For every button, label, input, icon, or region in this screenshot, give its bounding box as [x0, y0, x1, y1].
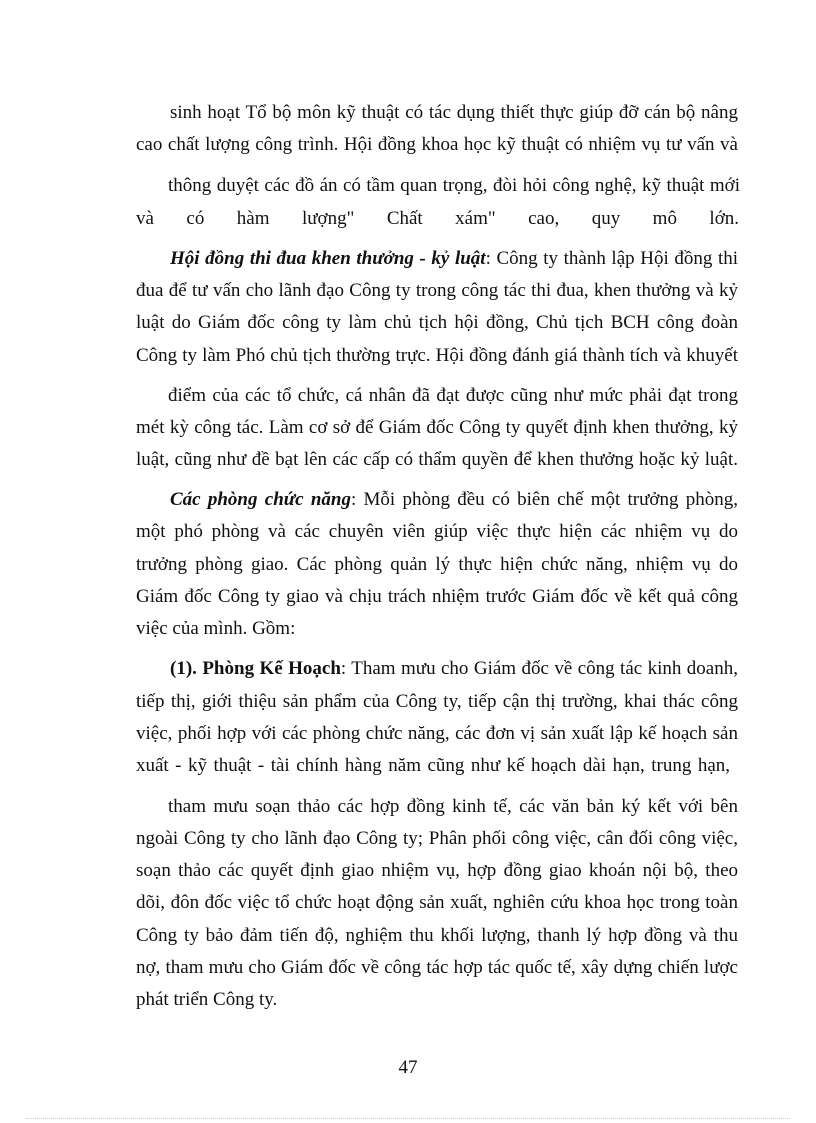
text-line: dõi, đôn đốc việc tổ chức hoạt động sản xuất, nghiên cứu khoa học trong toàn	[136, 892, 738, 913]
section-text: : Tham mưu cho Giám đốc về công tác kinh doanh,	[340, 658, 738, 679]
text-line: cao chất lượng công trình. Hội đồng khoa học kỹ thuật có nhiệm vụ tư vấn và	[136, 134, 738, 155]
text-line: phát triển Công ty.	[136, 989, 278, 1010]
section-line	[170, 247, 738, 271]
text-line: đua để tư vấn cho lãnh đạo Công ty trong công tác thi đua, khen thưởng và kỷ	[136, 280, 738, 301]
section-line	[170, 657, 738, 681]
page-footer-divider	[26, 1118, 790, 1119]
text-line: Công ty làm Phó chủ tịch thường trực. Hội đồng đánh giá thành tích và khuyết	[136, 345, 738, 366]
text-line: nợ, tham mưu cho Giám đốc về công tác hợp tác quốc tế, xây dựng chiến lược	[136, 957, 738, 978]
text-line: điểm của các tổ chức, cá nhân đã đạt được cũng như mức phải đạt trong	[168, 385, 738, 406]
section-text: : Công ty thành lập Hội đồng thi	[485, 248, 738, 269]
text-line: soạn thảo các quyết định giao nhiệm vụ, hợp đồng giao khoán nội bộ, theo	[136, 860, 738, 881]
text-line: Giám đốc Công ty giao và chịu trách nhiệm trước Giám đốc về kết quả công	[136, 586, 738, 607]
text-line: mét kỳ công tác. Làm cơ sở để Giám đốc Công ty quyết định khen thưởng, kỷ	[136, 417, 738, 438]
text-line: luật do Giám đốc công ty làm chủ tịch hội đồng, Chủ tịch BCH công đoàn	[136, 312, 738, 333]
text-line: Công ty bảo đảm tiến độ, nghiệm thu khối lượng, thanh lý hợp đồng và thu	[136, 925, 738, 946]
text-line: sinh hoạt Tổ bộ môn kỹ thuật có tác dụng thiết thực giúp đỡ cán bộ nâng	[170, 102, 738, 123]
section-line	[170, 488, 738, 512]
section-text: : Mỗi phòng đều có biên chế một trưởng phòng,	[350, 489, 738, 510]
text-line: ngoài Công ty cho lãnh đạo Công ty; Phân phối công việc, cân đối công việc,	[136, 828, 738, 849]
text-line: việc, phối hợp với các phòng chức năng, các đơn vị sản xuất lập kế hoạch sản	[136, 723, 738, 744]
text-line: tham mưu soạn thảo các hợp đồng kinh tế, các văn bản ký kết với bên	[168, 796, 738, 817]
page-number: 47	[398, 1057, 418, 1078]
text-line: thông duyệt các đồ án có tầm quan trọng, đòi hỏi công nghệ, kỹ thuật mới	[168, 175, 740, 196]
text-line: việc của mình. Gồm:	[136, 618, 296, 639]
text-line: một phó phòng và các chuyên viên giúp việc thực hiện các nhiệm vụ do	[136, 521, 738, 542]
text-line: xuất - kỹ thuật - tài chính hàng năm cũng như kế hoạch dài hạn, trung hạn,	[136, 755, 730, 776]
text-line: và có hàm lượng" Chất xám" cao, quy mô lớn.	[136, 208, 739, 229]
text-line: luật, cũng như đề bạt lên các cấp có thẩm quyền để khen thưởng hoặc kỷ luật.	[136, 449, 738, 470]
section-heading: (1). Phòng Kế Hoạch	[170, 658, 341, 679]
section-heading: Các phòng chức năng	[170, 489, 351, 510]
text-line: trưởng phòng giao. Các phòng quản lý thực hiện chức năng, nhiệm vụ do	[136, 554, 738, 575]
text-line: tiếp thị, giới thiệu sản phẩm của Công ty, tiếp cận thị trường, khai thác công	[136, 691, 738, 712]
section-heading: Hội đồng thi đua khen thưởng - kỷ luật	[170, 248, 486, 269]
